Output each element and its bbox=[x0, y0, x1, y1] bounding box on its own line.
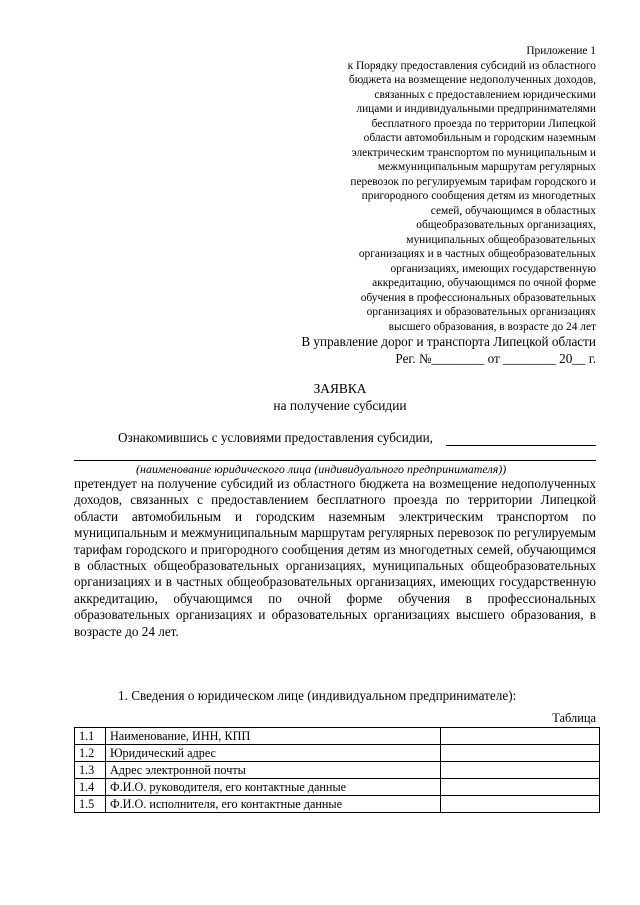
table-caption: Таблица bbox=[552, 711, 596, 725]
annex-line: лицами и индивидуальными предпринимателями bbox=[356, 103, 596, 115]
annex-line: перевозок по регулируемым тарифам городского и bbox=[350, 175, 596, 188]
intro-text: Ознакомившись с условиями предоставления субсидии, bbox=[118, 430, 433, 445]
row-number: 1.5 bbox=[75, 796, 106, 813]
table-row bbox=[75, 779, 600, 796]
annex-line: семей, обучающимся в областных bbox=[430, 204, 596, 217]
row-value-cell[interactable] bbox=[441, 796, 600, 813]
table-row bbox=[75, 745, 600, 762]
applicant-name-line[interactable] bbox=[74, 460, 596, 461]
annex-header bbox=[300, 44, 596, 334]
addressee-block bbox=[200, 333, 596, 367]
table-row bbox=[75, 728, 600, 745]
row-number: 1.4 bbox=[75, 779, 106, 796]
applicant-name-blank[interactable] bbox=[446, 445, 596, 446]
table-row bbox=[75, 762, 600, 779]
table-row bbox=[75, 796, 600, 813]
row-label: Наименование, ИНН, КПП bbox=[106, 728, 441, 745]
row-label: Ф.И.О. исполнителя, его контактные данные bbox=[106, 796, 441, 813]
annex-line: межмуниципальным маршрутам регулярных bbox=[377, 161, 596, 173]
row-number: 1.2 bbox=[75, 745, 106, 762]
row-label: Ф.И.О. руководителя, его контактные данные bbox=[106, 779, 441, 796]
field-hint: (наименование юридического лица (индивидуального предпринимателя)) bbox=[136, 462, 507, 476]
application-body: претендует на получение субсидий из областного бюджета на возмещение недополученных доходов, связанных с предоставлением бесплатного проезда по территории Липецкой области автомобильным и городским наземным электрическим транспортом по муниципальным и межмуниципальным маршрутам регулярных перевозок по регулируемым тарифам городского и пригородного сообщения детям из многодетных семей, обучающимся в областных общеобразовательных организациях, муниципальных общеобразовательных организациях и в частных общеобразовательных организациях, имеющих государственную аккредитацию, обучающимся по очной форме обучения в профессиональных образовательных организациях и образовательных организациях высшего образования, в возрасте до 24 лет. bbox=[74, 476, 596, 639]
annex-line: бюджета на возмещение недополученных доходов, bbox=[348, 74, 596, 86]
section-heading: 1. Сведения о юридическом лице (индивидуальном предпринимателе): bbox=[118, 688, 517, 703]
annex-line: Приложение 1 bbox=[526, 45, 596, 57]
title-sub: на получение субсидии bbox=[273, 398, 407, 413]
annex-line: аккредитацию, обучающимся по очной форме bbox=[372, 277, 596, 289]
document-title bbox=[0, 380, 640, 414]
annex-line: обучения в профессиональных образовательных bbox=[360, 291, 596, 304]
applicant-info-table bbox=[74, 727, 600, 813]
row-value-cell[interactable] bbox=[441, 779, 600, 796]
row-label: Адрес электронной почты bbox=[106, 762, 441, 779]
annex-line: связанных с предоставлением юридическими bbox=[374, 88, 596, 101]
annex-line: электрическим транспортом по муниципальным и bbox=[351, 146, 596, 159]
annex-line: организациях, имеющих государственную bbox=[390, 262, 596, 275]
annex-line: организациях и образовательных организациях bbox=[366, 306, 596, 318]
annex-line: области автомобильным и городским наземным bbox=[363, 132, 596, 144]
addressee-line: В управление дорог и транспорта Липецкой области bbox=[301, 334, 596, 349]
row-number: 1.3 bbox=[75, 762, 106, 779]
row-value-cell[interactable] bbox=[441, 762, 600, 779]
annex-line: бесплатного проезда по территории Липецкой bbox=[371, 117, 596, 130]
annex-line: организациях и в частных общеобразовательных bbox=[358, 248, 596, 260]
registration-line: Рег. №________ от ________ 20__ г. bbox=[395, 351, 596, 366]
annex-line: пригородного сообщения детям из многодетных bbox=[361, 190, 596, 202]
row-value-cell[interactable] bbox=[441, 745, 600, 762]
title-main: ЗАЯВКА bbox=[313, 381, 367, 396]
row-value-cell[interactable] bbox=[441, 728, 600, 745]
row-number: 1.1 bbox=[75, 728, 106, 745]
annex-line: к Порядку предоставления субсидий из областного bbox=[347, 59, 596, 72]
annex-line: общеобразовательных организациях, bbox=[416, 219, 596, 231]
annex-line: высшего образования, в возрасте до 24 лет bbox=[388, 320, 596, 333]
row-label: Юридический адрес bbox=[106, 745, 441, 762]
annex-line: муниципальных общеобразовательных bbox=[406, 233, 596, 246]
